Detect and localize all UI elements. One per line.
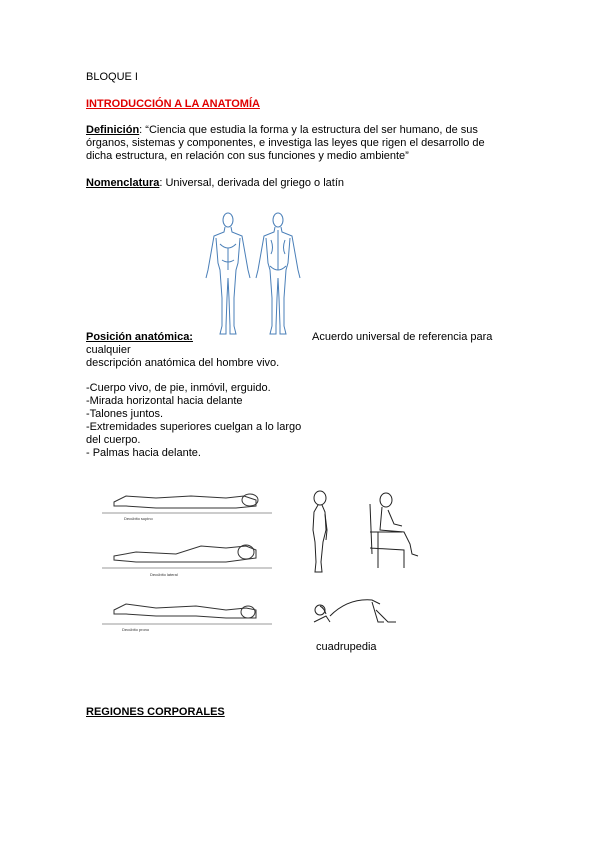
bullet-item: -Talones juntos. [86,408,164,420]
seated-figure [364,488,424,570]
nomenclature-term: Nomenclatura [86,177,160,189]
nomenclature-text: : Universal, derivada del griego o latín [159,177,345,189]
block-label: BLOQUE I [86,71,138,83]
description-line: descripción anatómica del hombre vivo. [86,357,280,369]
definition-line: : “Ciencia que estudia la forma y la estructura del ser humano, de sus [139,124,478,136]
definition-line: dicha estructura, en relación con sus funciones y medio ambiente” [86,150,409,162]
definition-line: órganos, sistemas y componentes, e investiga las leyes que rigen el desarrollo de [86,137,485,149]
caption-lateral: Decúbito lateral [150,572,178,577]
bullet-item: -Cuerpo vivo, de pie, inmóvil, erguido. [86,382,271,394]
bullet-item: -Mirada horizontal hacia delante [86,395,243,407]
anatomical-position-term: Posición anatómica: [86,331,193,343]
caption-supine: Decúbito supino [124,516,153,521]
description-line: cualquier [86,344,131,356]
anatomical-position-description [86,344,279,370]
definition-term: Definición [86,124,140,136]
bullet-item: del cuerpo. [86,434,141,446]
decubitus-positions-figure [96,486,276,636]
anatomical-position-bullets [86,382,301,460]
bullet-item: -Extremidades superiores cuelgan a lo largo [86,421,302,433]
anatomical-position-text: Acuerdo universal de referencia para [312,331,493,343]
regions-title: REGIONES CORPORALES [86,706,225,718]
standing-side-figure [306,490,336,576]
definition-paragraph [86,124,485,163]
anatomical-position-figure [198,208,308,340]
caption-quadruped: cuadrupedia [316,641,377,653]
caption-prone: Decúbito prono [122,627,150,632]
bullet-item: - Palmas hacia delante. [86,447,201,459]
nomenclature-paragraph [86,177,344,190]
intro-title: INTRODUCCIÓN A LA ANATOMÍA [86,98,260,110]
quadruped-figure [308,580,400,628]
